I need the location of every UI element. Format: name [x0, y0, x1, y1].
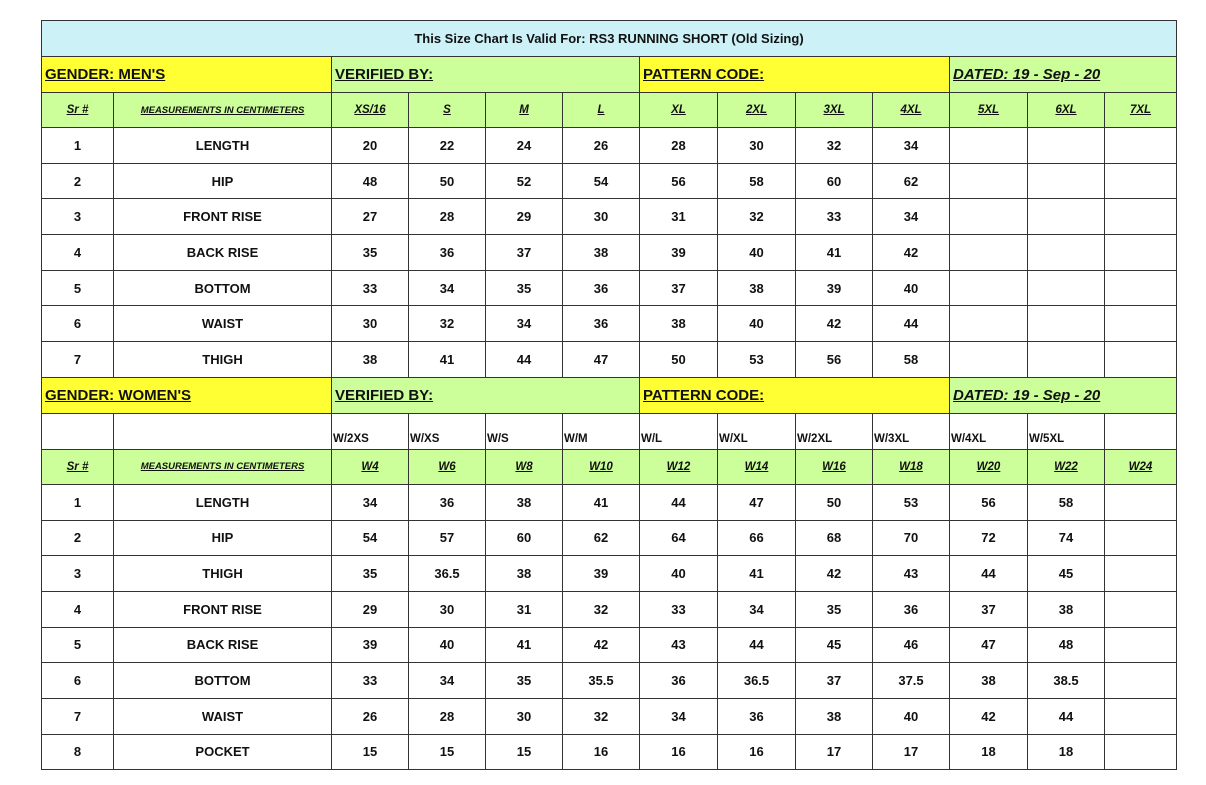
men-size-value: 30: [718, 128, 796, 164]
women-size-value: 30: [409, 591, 486, 627]
men-size-value: 32: [796, 128, 873, 164]
women-size-value: 30: [486, 698, 563, 734]
women-size-value: 42: [563, 627, 640, 663]
men-size-value: 34: [486, 306, 563, 342]
women-size-value: 36: [640, 663, 718, 699]
men-size-value: [1105, 235, 1177, 271]
women-size-value: 36: [718, 698, 796, 734]
men-size-value: [1028, 235, 1105, 271]
women-size-value: [1105, 734, 1177, 770]
men-row-number: 2: [42, 163, 114, 199]
women-header-cell: Sr #: [42, 449, 114, 484]
men-header-cell: M: [486, 93, 563, 128]
men-row-number: 5: [42, 270, 114, 306]
men-size-value: 56: [796, 342, 873, 378]
women-table-row: [42, 484, 1177, 520]
women-measurement-name: WAIST: [114, 698, 332, 734]
women-size-value: 47: [718, 484, 796, 520]
women-size-value: [1105, 591, 1177, 627]
men-size-value: 29: [486, 199, 563, 235]
size-chart-body: [42, 21, 1177, 770]
men-size-value: 41: [409, 342, 486, 378]
women-size-value: 41: [718, 556, 796, 592]
women-row-number: 2: [42, 520, 114, 556]
women-size-value: [1105, 627, 1177, 663]
women-size-value: 48: [1028, 627, 1105, 663]
women-header-cell: MEASUREMENTS IN CENTIMETERS: [114, 449, 332, 484]
women-alt-size-cell: W/5XL: [1028, 413, 1105, 449]
women-header-cell: W16: [796, 449, 873, 484]
men-measurement-name: BACK RISE: [114, 235, 332, 271]
men-size-value: 54: [563, 163, 640, 199]
women-size-value: [1105, 520, 1177, 556]
women-size-value: 44: [1028, 698, 1105, 734]
men-table-row: [42, 342, 1177, 378]
men-size-value: 32: [409, 306, 486, 342]
men-size-value: 24: [486, 128, 563, 164]
men-size-value: 42: [873, 235, 950, 271]
women-size-value: 36: [409, 484, 486, 520]
size-chart-table: [41, 20, 1177, 770]
men-size-value: 26: [563, 128, 640, 164]
women-size-value: 40: [873, 698, 950, 734]
women-row-number: 4: [42, 591, 114, 627]
women-alt-size-cell: W/2XS: [332, 413, 409, 449]
men-header-cell: 2XL: [718, 93, 796, 128]
women-size-value: 53: [873, 484, 950, 520]
men-size-value: 31: [640, 199, 718, 235]
men-header-cell: XS/16: [332, 93, 409, 128]
women-size-value: 17: [873, 734, 950, 770]
men-size-value: 47: [563, 342, 640, 378]
men-size-value: 40: [873, 270, 950, 306]
men-size-value: [1105, 163, 1177, 199]
men-size-value: 40: [718, 306, 796, 342]
women-header-cell: W12: [640, 449, 718, 484]
men-table-row: [42, 306, 1177, 342]
men-size-value: [1028, 163, 1105, 199]
women-table-row: [42, 698, 1177, 734]
women-alt-size-cell: [114, 413, 332, 449]
women-row-number: 5: [42, 627, 114, 663]
men-size-value: [1028, 306, 1105, 342]
men-size-value: 30: [332, 306, 409, 342]
men-table-row: [42, 270, 1177, 306]
women-size-value: 34: [718, 591, 796, 627]
men-size-value: [1105, 270, 1177, 306]
women-size-value: 42: [950, 698, 1028, 734]
women-row-number: 1: [42, 484, 114, 520]
men-size-value: [1105, 342, 1177, 378]
men-size-value: 44: [486, 342, 563, 378]
women-header-cell: W4: [332, 449, 409, 484]
men-size-value: 38: [640, 306, 718, 342]
men-size-value: 34: [409, 270, 486, 306]
men-measurement-name: WAIST: [114, 306, 332, 342]
men-pattern-label: PATTERN CODE:: [640, 57, 950, 93]
men-header-cell: XL: [640, 93, 718, 128]
men-size-value: 34: [873, 199, 950, 235]
women-size-value: 15: [409, 734, 486, 770]
women-size-value: 33: [332, 663, 409, 699]
men-size-value: 34: [873, 128, 950, 164]
women-alt-size-cell: W/2XL: [796, 413, 873, 449]
women-table-row: [42, 520, 1177, 556]
women-size-value: 35: [486, 663, 563, 699]
men-header-cell: S: [409, 93, 486, 128]
men-size-value: 56: [640, 163, 718, 199]
men-size-value: 37: [640, 270, 718, 306]
women-alt-size-cell: W/3XL: [873, 413, 950, 449]
men-row-number: 4: [42, 235, 114, 271]
women-alt-size-cell: [1105, 413, 1177, 449]
men-size-value: [1105, 306, 1177, 342]
men-size-value: 58: [718, 163, 796, 199]
women-measurement-name: POCKET: [114, 734, 332, 770]
women-size-value: 64: [640, 520, 718, 556]
men-header-cell: L: [563, 93, 640, 128]
men-header-cell: 7XL: [1105, 93, 1177, 128]
title-row: [42, 21, 1177, 57]
women-size-value: 41: [486, 627, 563, 663]
women-alt-size-cell: [42, 413, 114, 449]
men-header-row: [42, 93, 1177, 128]
women-alt-size-cell: W/4XL: [950, 413, 1028, 449]
women-size-value: 40: [640, 556, 718, 592]
men-size-value: 36: [563, 306, 640, 342]
men-verified-label: VERIFIED BY:: [332, 57, 640, 93]
women-section-row: [42, 377, 1177, 413]
men-size-value: 28: [640, 128, 718, 164]
women-size-value: 44: [640, 484, 718, 520]
men-row-number: 1: [42, 128, 114, 164]
women-size-value: 37.5: [873, 663, 950, 699]
women-size-value: 39: [563, 556, 640, 592]
men-size-value: [1105, 199, 1177, 235]
women-size-value: [1105, 663, 1177, 699]
women-size-value: 38.5: [1028, 663, 1105, 699]
men-section-row: [42, 57, 1177, 93]
women-size-value: 17: [796, 734, 873, 770]
men-measurement-name: HIP: [114, 163, 332, 199]
women-size-value: 40: [409, 627, 486, 663]
women-header-cell: W22: [1028, 449, 1105, 484]
women-header-cell: W8: [486, 449, 563, 484]
men-size-value: 32: [718, 199, 796, 235]
men-table-row: [42, 128, 1177, 164]
men-size-value: 50: [409, 163, 486, 199]
men-size-value: 50: [640, 342, 718, 378]
women-alt-size-row: [42, 413, 1177, 449]
women-table-row: [42, 556, 1177, 592]
men-header-cell: MEASUREMENTS IN CENTIMETERS: [114, 93, 332, 128]
women-size-value: 16: [718, 734, 796, 770]
women-size-value: 66: [718, 520, 796, 556]
women-size-value: 35: [796, 591, 873, 627]
men-size-value: 42: [796, 306, 873, 342]
women-size-value: 44: [718, 627, 796, 663]
men-table-row: [42, 163, 1177, 199]
women-size-value: 47: [950, 627, 1028, 663]
men-size-value: 38: [332, 342, 409, 378]
women-measurement-name: HIP: [114, 520, 332, 556]
men-header-cell: 6XL: [1028, 93, 1105, 128]
women-size-value: [1105, 698, 1177, 734]
men-size-value: 30: [563, 199, 640, 235]
women-size-value: 72: [950, 520, 1028, 556]
men-size-value: 52: [486, 163, 563, 199]
women-verified-label: VERIFIED BY:: [332, 377, 640, 413]
men-size-value: [1028, 199, 1105, 235]
women-size-value: 37: [950, 591, 1028, 627]
women-size-value: 44: [950, 556, 1028, 592]
women-alt-size-cell: W/S: [486, 413, 563, 449]
women-measurement-name: BOTTOM: [114, 663, 332, 699]
men-size-value: 20: [332, 128, 409, 164]
men-row-number: 7: [42, 342, 114, 378]
men-header-cell: 4XL: [873, 93, 950, 128]
women-dated-label: DATED: 19 - Sep - 20: [950, 377, 1177, 413]
women-size-value: 15: [486, 734, 563, 770]
women-size-value: [1105, 556, 1177, 592]
men-row-number: 6: [42, 306, 114, 342]
women-size-value: 34: [332, 484, 409, 520]
men-size-value: 35: [486, 270, 563, 306]
men-measurement-name: BOTTOM: [114, 270, 332, 306]
women-size-value: 34: [409, 663, 486, 699]
women-alt-size-cell: W/XL: [718, 413, 796, 449]
women-row-number: 6: [42, 663, 114, 699]
women-size-value: 38: [486, 484, 563, 520]
women-gender-label: GENDER: WOMEN'S: [42, 377, 332, 413]
women-alt-size-cell: W/XS: [409, 413, 486, 449]
men-dated-label: DATED: 19 - Sep - 20: [950, 57, 1177, 93]
women-size-value: 43: [873, 556, 950, 592]
women-measurement-name: THIGH: [114, 556, 332, 592]
women-size-value: 18: [1028, 734, 1105, 770]
men-table-row: [42, 235, 1177, 271]
men-size-value: 22: [409, 128, 486, 164]
women-size-value: 38: [796, 698, 873, 734]
men-size-value: 36: [409, 235, 486, 271]
men-size-value: 62: [873, 163, 950, 199]
men-size-value: [1028, 270, 1105, 306]
women-size-value: 41: [563, 484, 640, 520]
women-size-value: 36: [873, 591, 950, 627]
women-size-value: 45: [1028, 556, 1105, 592]
women-size-value: 68: [796, 520, 873, 556]
women-size-value: 38: [1028, 591, 1105, 627]
women-header-row: [42, 449, 1177, 484]
women-header-cell: W20: [950, 449, 1028, 484]
women-size-value: 32: [563, 591, 640, 627]
women-measurement-name: LENGTH: [114, 484, 332, 520]
men-size-value: 39: [796, 270, 873, 306]
women-size-value: 39: [332, 627, 409, 663]
men-size-value: [1028, 342, 1105, 378]
women-size-value: 32: [563, 698, 640, 734]
women-header-cell: W6: [409, 449, 486, 484]
men-gender-label: GENDER: MEN'S: [42, 57, 332, 93]
men-size-value: [950, 306, 1028, 342]
women-measurement-name: FRONT RISE: [114, 591, 332, 627]
women-size-value: 42: [796, 556, 873, 592]
men-size-value: [950, 270, 1028, 306]
men-size-value: 33: [332, 270, 409, 306]
men-size-value: 44: [873, 306, 950, 342]
women-size-value: 33: [640, 591, 718, 627]
women-header-cell: W18: [873, 449, 950, 484]
women-row-number: 7: [42, 698, 114, 734]
men-size-value: 48: [332, 163, 409, 199]
women-size-value: 38: [486, 556, 563, 592]
women-size-value: 45: [796, 627, 873, 663]
women-header-cell: W10: [563, 449, 640, 484]
men-row-number: 3: [42, 199, 114, 235]
men-size-value: 41: [796, 235, 873, 271]
women-size-value: 60: [486, 520, 563, 556]
women-table-row: [42, 734, 1177, 770]
men-size-value: [1105, 128, 1177, 164]
men-header-cell: 5XL: [950, 93, 1028, 128]
women-size-value: 36.5: [718, 663, 796, 699]
men-size-value: 37: [486, 235, 563, 271]
men-size-value: 36: [563, 270, 640, 306]
women-table-row: [42, 627, 1177, 663]
men-size-value: [950, 128, 1028, 164]
men-size-value: 35: [332, 235, 409, 271]
women-size-value: 26: [332, 698, 409, 734]
men-size-value: 28: [409, 199, 486, 235]
women-table-row: [42, 591, 1177, 627]
women-row-number: 3: [42, 556, 114, 592]
women-size-value: 16: [640, 734, 718, 770]
women-size-value: 57: [409, 520, 486, 556]
women-size-value: 43: [640, 627, 718, 663]
men-header-cell: Sr #: [42, 93, 114, 128]
men-size-value: 38: [718, 270, 796, 306]
women-size-value: [1105, 484, 1177, 520]
men-measurement-name: LENGTH: [114, 128, 332, 164]
men-measurement-name: THIGH: [114, 342, 332, 378]
women-alt-size-cell: W/L: [640, 413, 718, 449]
women-size-value: 54: [332, 520, 409, 556]
women-size-value: 46: [873, 627, 950, 663]
women-size-value: 62: [563, 520, 640, 556]
women-pattern-label: PATTERN CODE:: [640, 377, 950, 413]
men-size-value: [1028, 128, 1105, 164]
chart-title: This Size Chart Is Valid For: RS3 RUNNING SHORT (Old Sizing): [42, 21, 1177, 57]
women-size-value: 74: [1028, 520, 1105, 556]
women-size-value: 50: [796, 484, 873, 520]
men-size-value: [950, 163, 1028, 199]
women-size-value: 35: [332, 556, 409, 592]
men-header-cell: 3XL: [796, 93, 873, 128]
men-size-value: 58: [873, 342, 950, 378]
women-size-value: 38: [950, 663, 1028, 699]
women-size-value: 18: [950, 734, 1028, 770]
women-size-value: 16: [563, 734, 640, 770]
women-header-cell: W14: [718, 449, 796, 484]
men-size-value: 53: [718, 342, 796, 378]
men-size-value: 60: [796, 163, 873, 199]
men-size-value: 40: [718, 235, 796, 271]
women-size-value: 15: [332, 734, 409, 770]
women-size-value: 34: [640, 698, 718, 734]
women-size-value: 58: [1028, 484, 1105, 520]
men-size-value: [950, 235, 1028, 271]
women-size-value: 70: [873, 520, 950, 556]
men-size-value: 33: [796, 199, 873, 235]
women-size-value: 28: [409, 698, 486, 734]
women-size-value: 35.5: [563, 663, 640, 699]
women-measurement-name: BACK RISE: [114, 627, 332, 663]
men-measurement-name: FRONT RISE: [114, 199, 332, 235]
women-size-value: 36.5: [409, 556, 486, 592]
men-size-value: 38: [563, 235, 640, 271]
men-size-value: 27: [332, 199, 409, 235]
women-size-value: 29: [332, 591, 409, 627]
men-size-value: 39: [640, 235, 718, 271]
women-table-row: [42, 663, 1177, 699]
women-header-cell: W24: [1105, 449, 1177, 484]
men-size-value: [950, 342, 1028, 378]
women-alt-size-cell: W/M: [563, 413, 640, 449]
women-size-value: 37: [796, 663, 873, 699]
men-size-value: [950, 199, 1028, 235]
women-size-value: 56: [950, 484, 1028, 520]
men-table-row: [42, 199, 1177, 235]
women-row-number: 8: [42, 734, 114, 770]
women-size-value: 31: [486, 591, 563, 627]
